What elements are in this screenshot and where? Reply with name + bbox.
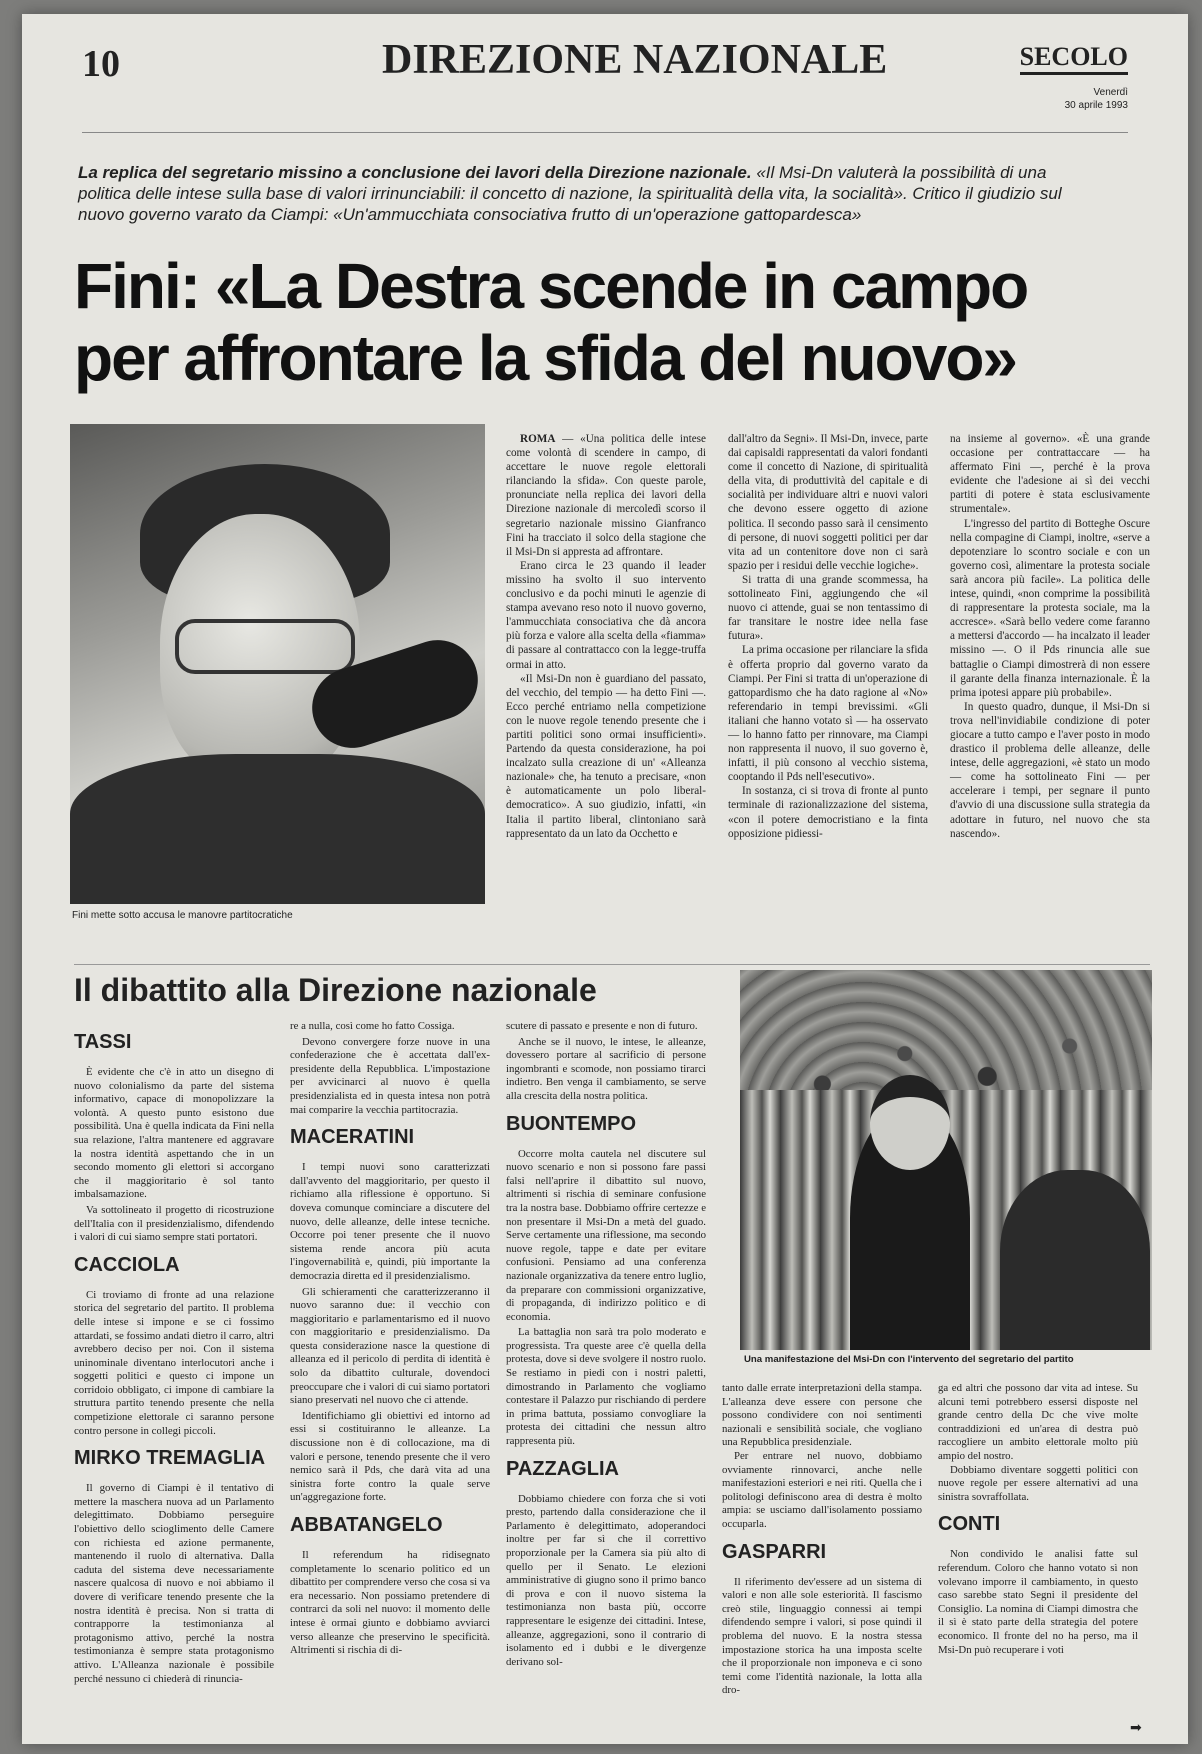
- article-column-1: [506, 432, 706, 841]
- paragraph: Occorre molta cautela nel discutere sul nuovo scenario e non si possono fare passi falsi nell'aprire il dibattito sul nuovo, altrimenti si rischia di seminare confusione tra la nostra base. Dobbiamo offrire certezze e non presentare il Msi-Dn a metà del guado. Serve certamente una riflessione, ma secondo nuove regole, tappe e date per evitare confusioni. Pensiamo ad una conferenza nazionale organizzativa da tenere entro luglio, da preparare con commissioni organizzative, di propaganda, di indirizzo politico e di economia.: [506, 1147, 706, 1323]
- speaker-name: CONTI: [938, 1513, 1001, 1536]
- paragraph: ga ed altri che possono dar vita ad intese. Su alcuni temi potrebbero essersi disposte nel grande centro della Dc che vive molte contraddizioni ed un'area di destra può raccogliere un ambito elettorale molto più ampio del nostro.: [938, 1382, 1138, 1462]
- speaker-name: ABBATANGELO: [290, 1514, 443, 1536]
- paragraph: Dobbiamo diventare soggetti politici con nuove regole per essere alternativi ad una sinistra sovraffollata.: [938, 1463, 1138, 1503]
- section-divider: [74, 964, 1150, 965]
- issue-full-date: 30 aprile 1993: [1064, 100, 1128, 111]
- paragraph: Il governo di Ciampi è il tentativo di mettere la maschera nuova ad un Parlamento delegittimato. Dobbiamo perseguire l'obiettivo dello scioglimento delle Camere con richiesta ed azione permanente, mantenendo il ruolo di alternativa. Dalla caduta del sistema deve necessariamente nascere qualcosa di nuovo e noi abbiamo il dovere di verificare tenendo presente che la nostra identità è precisa. Non si tratta di contrapporre la testimonianza al protagonismo attivo, perché la nostra testimonianza è sempre stata protagonismo attivo. L'Alleanza nazionale è possibile perché nessuno ci chiederà di rinuncia-: [74, 1482, 274, 1685]
- paragraph: scutere di passato e presente e non di futuro.: [506, 1020, 698, 1032]
- rally-photo-caption: Una manifestazione del Msi-Dn con l'intervento del segretario del partito: [744, 1354, 1074, 1365]
- photo-caption: Fini mette sotto accusa le manovre partitocratiche: [72, 910, 293, 921]
- debate-column-b: [290, 1020, 490, 1660]
- paragraph: La battaglia non sarà tra polo moderato e progressista. Tra queste aree c'è quella della protesta, dove si deve svolgere il nostro ruolo. Se restiamo in piedi con i nostri paletti, dimostrando in Parlamento che vogliamo contestare il Palazzo pur rischiando di perdere in prima battuta, possiamo convogliare la protesta dei cittadini che nessun altro rappresenta più.: [506, 1326, 706, 1448]
- speaker-name: TASSI: [74, 1031, 132, 1053]
- paragraph: Il riferimento dev'essere ad un sistema di valori e non alle sole esteriorità. Il fascismo creò stile, linguaggio connessi ai tempi difendendo sempre i valori, si pose quindi il problema del nuovo. E la nostra stessa impostazione storica ha una imposta scelte che il proporzionale non imponeva e ci sono temi come l'identità nazionale, la lotta alla dro-: [722, 1575, 922, 1697]
- header-divider: [82, 132, 1128, 133]
- debate-column-d: [722, 1382, 922, 1698]
- debate-column-a: [74, 1022, 274, 1688]
- debate-title: Il dibattito alla Direzione nazionale: [74, 972, 597, 1008]
- paragraph-text: «Una politica delle intese come volontà di scendere in campo, di accettare le nuove regole elettorali rilanciando la sfida». Con queste parole, pronunciate nella replica dei lavori della Direzione nazionale di mercoledì scorso il segretario nazionale missino Gianfranco Fini ha tracciato il solco della stagione che il Msi-Dn si appresta ad affrontare.: [506, 433, 707, 558]
- photo-suit-shape: [70, 754, 485, 904]
- paragraph: re a nulla, così come ho fatto Cossiga.: [290, 1020, 455, 1032]
- paragraph: Anche se il nuovo, le intese, le alleanze, dovessero portare al sacrificio di persone ingombranti e scomode, non possiamo tirarci indietro. Ben venga il cambiamento, se serve alla crescita della nostra politica.: [506, 1035, 706, 1102]
- paragraph: L'ingresso del partito di Botteghe Oscure nella compagine di Ciampi, inoltre, «serve a depotenziare lo scontro sociale e con un governo così, alimentare la protesta sociale sarà ancora più facile». La politica delle intese, quindi, «non comprime la possibilità di rappresentare la protesta sociale, ma la accresce». «Sarà bello vedere come faranno a mettersi d'accordo — ha incalzato il leader missino —. O il Pds rinuncia alle sue battaglie o Ciampi dimostrerà di non essere il garante della finanza internazionale. È la prima ipotesi appare più probabile».: [950, 517, 1150, 699]
- newspaper-page: [22, 14, 1188, 1744]
- speaker-name: CACCIOLA: [74, 1253, 180, 1276]
- photo-glasses-shape: [175, 619, 355, 674]
- paragraph: In sostanza, ci si trova di fronte al punto terminale di razionalizzazione del sistema, «con il potere democristiano e la finta opposizione pidiessi-: [728, 785, 928, 840]
- speaker-name: BUONTEMPO: [506, 1112, 636, 1135]
- dateline: ROMA: [520, 433, 556, 445]
- paragraph: Va sottolineato il progetto di ricostruzione dell'Italia con il presidenzialismo, difendendo i valori di cui siamo sempre stati portatori.: [74, 1203, 274, 1244]
- speaker-name: PAZZAGLIA: [506, 1457, 619, 1480]
- rally-photo: [740, 970, 1152, 1350]
- paragraph: Ci troviamo di fronte ad una relazione storica del segretario del partito. Il problema delle intese si impone e se ci fossimo attardati, se fossimo andati dietro il carro, altri avrebbero deciso per noi. Con il sistema uninominale diventano interlocutori anche i soggetti politici e questo ci impone un corridoio obbligato, ci impone di cambiare la struttura partito tenendo presente che nella competizione elettorale ci saranno persone contro persone in collegi piccoli.: [74, 1288, 274, 1437]
- paragraph: «Il Msi-Dn non è guardiano del passato, del vecchio, del tempio — ha detto Fini —. Ecco perché entriamo nella competizione con le nuove regole tenendo presente che i partiti politici sono ormai insufficienti». Partendo da questa considerazione, ha poi incalzato sulla creazione di un' «Alleanza nazionale» che, ha tenuto a precisare, «non è automaticamente un polo liberal-democratico». A suo giudizio, infatti, «in Italia il partito liberal, clintoniano sarà rappresentato da un lato da Occhetto e: [506, 672, 706, 840]
- photo-speaker-head-shape: [870, 1075, 950, 1170]
- article-kicker: [78, 162, 1068, 225]
- paragraph: dall'altro da Segni». Il Msi-Dn, invece, parte dai capisaldi rappresentati da valori fondanti come il concetto di Nazione, di spiritualità della vita, di produttività del capitale e di socialità per individuare altri e nuovi valori che devono essere oggetto di azione politica. Il secondo passo sarà il censimento di persone, di nuovi soggetti politici per dar vita ad un contenitore dove non ci sarà spazio per i residui delle vecchie logiche».: [728, 433, 928, 572]
- debate-column-c: [506, 1020, 706, 1671]
- article-column-2: [728, 432, 928, 841]
- photo-figure-shape: [1000, 1170, 1150, 1350]
- paragraph: Devono convergere forze nuove in una confederazione che è accettata dall'ex-presidente della Repubblica. L'impostazione per avvicinarci al nuovo è quella presidenzialista ed in questa intesa non potrà mai comparire la vecchia partitocrazia.: [290, 1035, 490, 1116]
- issue-date: [1008, 86, 1128, 112]
- paragraph: na insieme al governo». «È una grande occasione per contrattaccare — ha affermato Fini —, perché è la prova evidente che l'adesione ai sì dei vecchi partiti di potere è stata esclusivamente strumentale».: [950, 433, 1150, 516]
- paragraph: È evidente che c'è in atto un disegno di nuovo colonialismo da parte del sistema informativo, capace di monopolizzare la volontà. A questo punto esistono due possibilità. Una è quella indicata da Fini nella sua relazione, l'altra mantenere ed aggravare la nostra identità aspettando che in un secondo momento gli elettori si accorgano che il maggioritario è sol tanto imbalsamazione.: [74, 1066, 274, 1201]
- speaker-name: GASPARRI: [722, 1540, 827, 1563]
- speaker-name: MACERATINI: [290, 1126, 415, 1149]
- paragraph: Erano circa le 23 quando il leader missino ha svolto il suo intervento conclusivo e da pochi minuti le agenzie di stampa avevano reso noto il nuovo governo, l'ammucchiata consociativa che dà ancora più forza e valore alla scelta della «fiamma» di passare al contrattacco con la legge-truffa ormai in atto.: [506, 559, 706, 671]
- kicker-text: «Il Msi-Dn valuterà la possibilità di una politica delle intese sulla base di valori irrinunciabili: il concetto di nazione, la spiritualità della vita, la socialità». Critico il giudizio sul nuovo governo varato da Ciampi: «Un'ammucchiata consociativa frutto di un'operazione gattopardesca»: [78, 163, 1062, 224]
- paragraph: Per entrare nel nuovo, dobbiamo ovviamente rinnovarci, anche nelle manifestazioni esteriori e nei riti. Quella che i politologi definiscono area di destra è molto ampia: se usciamo dall'isolamento possiamo occuparla.: [722, 1449, 922, 1530]
- paragraph: Dobbiamo chiedere con forza che si voti presto, partendo dalla considerazione che il Parlamento è delegittimato, adoperandoci inoltre per far sì che il correttivo proporzionale per la Camera sia più alto di quello per il Senato. Le elezioni amministrative di giugno sono il primo banco di prova e con il nuovo sistema la testimonianza non basta più, occorre rappresentare le esigenze dei cittadini. Intese, alleanze, aggregazioni, sono il contrario di isolamento ed i dubbi e le divergenze derivano sol-: [506, 1492, 706, 1668]
- paragraph: Identifichiamo gli obiettivi ed intorno ad essi si costituiranno le alleanze. La discussione non è di collocazione, ma di valori e persone, tenendo presente che il vero nemico sarà il Pds, che darà vita ad una sinistra forte contro la quale serve un'aggregazione forte.: [290, 1409, 490, 1504]
- paragraph: ROMA — «Una politica delle intese come volontà di scendere in campo, di accettare le nuove regole elettorali rilanciando la sfida». Con queste parole, pronunciate nella replica dei lavori della Direzione nazionale di mercoledì scorso il segretario nazionale missino Gianfranco Fini ha tracciato il solco della stagione che il Msi-Dn si appresta ad affrontare.: [506, 433, 707, 558]
- page-number: 10: [82, 43, 120, 85]
- issue-day: Venerdì: [1093, 87, 1128, 98]
- debate-column-e: [938, 1382, 1138, 1657]
- article-headline: Fini: «La Destra scende in campo per affrontare la sfida del nuovo»: [74, 250, 1028, 394]
- paragraph: I tempi nuovi sono caratterizzati dall'avvento del maggioritario, per questo il richiamo alla riflessione è opportuno. Si doveva comunque cominciare a discutere del nuovo, delle alleanze, delle intese tecniche. Occorre poi tener presente che il nuovo sistema rende ancora più acuta l'ingovernabilità e, quindi, più importante la democrazia diretta ed il presidenzialismo.: [290, 1161, 490, 1282]
- continue-arrow-icon: ➡: [1130, 1720, 1142, 1736]
- fini-photo: [70, 424, 485, 904]
- paragraph: Gli schieramenti che caratterizzeranno il nuovo saranno due: il vecchio con maggioritario e parlamentarismo ed il nuovo con maggioritario e presidenzialismo. Da questa considerazione nasce la questione di alleanza ed il pericolo di perdita di identità è solo da dibattito culturale, dovendoci preoccupare che i valori di cui siamo portatori siano preservati nel nuovo che ci attende.: [290, 1285, 490, 1407]
- paragraph: tanto dalle errate interpretazioni della stampa. L'alleanza deve essere con persone che possono condividere con noi sentimenti nazionali e sensibilità sociale, che vogliano una Repubblica presidenziale.: [722, 1382, 922, 1449]
- speaker-name: MIRKO TREMAGLIA: [74, 1447, 266, 1470]
- masthead-logo: SECOLO: [1020, 42, 1128, 75]
- paragraph: Il referendum ha ridisegnato completamente lo scenario politico ed un dibattito per comprendere verso che cosa si va era necessario. Non possiamo pretendere di contrarci da soli nel nuovo: il momento delle intese è ormai giunto e dobbiamo avviarci verso alleanze che preservino le specificità. Altrimenti si rischia di di-: [290, 1549, 490, 1657]
- kicker-bold: La replica del segretario missino a conclusione dei lavori della Direzione nazionale.: [78, 163, 752, 182]
- article-column-3: [950, 432, 1150, 841]
- paragraph: In questo quadro, dunque, il Msi-Dn si trova nell'invidiabile condizione di poter giocare a tutto campo e l'aver posto in modo drastico il problema delle alleanze, delle intese, delle aggregazioni, «è stato un modo — come ha sottolineato Fini — per accelerare i tempi, per segnare il punto d'avvio di una discussione sulla strategia da adottare in futuro, nel nuovo che sta nascendo».: [950, 700, 1150, 840]
- paragraph: Si tratta di una grande scommessa, ha sottolineato Fini, aggiungendo che «il nuovo ci attende, guai se non tentassimo di far transitare le nostre idee nella fase futura».: [728, 573, 928, 643]
- paragraph: Non condivido le analisi fatte sul referendum. Coloro che hanno votato sì non volevano imporre il cambiamento, in questo caso sarebbe stato Segni il presidente del Consiglio. La nomina di Ciampi dimostra che il sì è stato parte della strategia del potere economico. Il fronte del no ha perso, ma il Msi-Dn può recuperare i voti: [938, 1548, 1138, 1656]
- section-title: DIREZIONE NAZIONALE: [382, 37, 888, 83]
- paragraph: La prima occasione per rilanciare la sfida è offerta proprio dal governo varato da Ciampi. Per Fini si tratta di un'operazione di gattopardismo che ha dato ragione al «No» referendario in tempi brevissimi. «Gli italiani che hanno votato sì — ha osservato — lo hanno fatto per rinnovare, ma Ciampi non rappresenta il nuovo, il suo governo è, infatti, il più consono al vecchio sistema, cooptando il Pds nell'esecutivo».: [728, 644, 928, 784]
